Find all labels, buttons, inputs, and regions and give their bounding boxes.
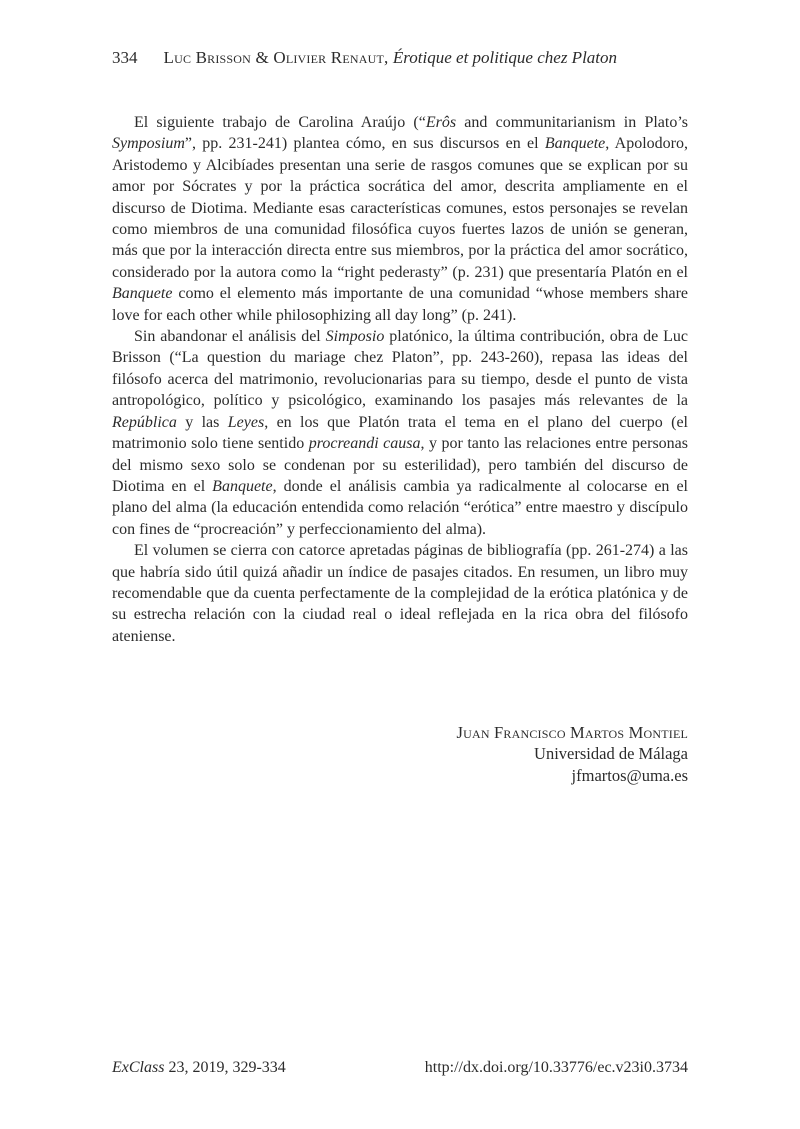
running-header [112,48,688,68]
reviewer-affiliation: Universidad de Málaga [534,744,688,764]
signature-block [112,722,688,786]
reviewer-email: jfmartos@uma.es [571,765,688,785]
doi-text: http://dx.doi.org/10.33776/ec.v23i0.3734 [424,1059,688,1076]
body-paragraph-3: El volumen se cierra con catorce apretadas páginas de bibliografía (pp. 261-274) a las que habría sido útil quizá añadir un índice de pasajes citados. En resumen, un libro muy recomendable que da cuenta perfectamente de la complejidad de la erótica platónica y de su estrecha relación con la ciudad real o ideal reflejada en la rica obra del filósofo ateniense. [112,542,688,645]
body-paragraph-1: El siguiente trabajo de Carolina Araújo (“Erôs and communitarianism in Plato’s Symposium”, pp. 231-241) plantea cómo, en sus discursos en el Banquete, Apolodoro, Aristodemo y Alcibíades presentan una serie de rasgos comunes que se explican por su amor por Sócrates y por la práctica socrática del amor, descrita ampliamente en el discurso de Diotima. Mediante esas características comunes, estos personajes se revelan como miembros de una comunidad filosófica cuyos fuertes lazos de unión se generan, más que por la interacción directa entre sus miembros, por la práctica del amor socrático, considerado por la autora como la “right pederasty” (p. 231) que presentaría Platón en el Banquete como el elemento más importante de una comunidad “whose members share love for each other while philosophizing all day long” (p. 241). [112,114,689,324]
running-title: Luc Brisson & Olivier Renaut, Érotique et politique chez Platon [163,48,618,67]
reviewer-name: Juan Francisco Martos Montiel [456,723,688,742]
journal-citation: ExClass 23, 2019, 329-334 [112,1059,286,1076]
page-number: 334 [112,48,138,67]
body-paragraph-2: Sin abandonar el análisis del Simposio platónico, la última contribución, obra de Luc Brisson (“La question du mariage chez Platon”, pp. 243-260), repasa las ideas del filósofo acerca del matrimonio, revolucionarias para su tiempo, desde el punto de vista antropológico, político y psicológico, examinando los pasajes más relevantes de la República y las Leyes, en los que Platón trata el tema en el plano del cuerpo (el matrimonio solo tiene sentido procreandi causa, y por tanto las relaciones entre personas del mismo sexo solo se condenan por su esterilidad), pero también del discurso de Diotima en el Banquete, donde el análisis cambia ya radicalmente al colocarse en el plano del alma (la educación entendida como relación “erótica” entre maestro y discípulo con fines de “procreación” y perfeccionamiento del alma). [112,328,689,538]
review-body [112,112,688,647]
page-footer [112,1058,688,1078]
